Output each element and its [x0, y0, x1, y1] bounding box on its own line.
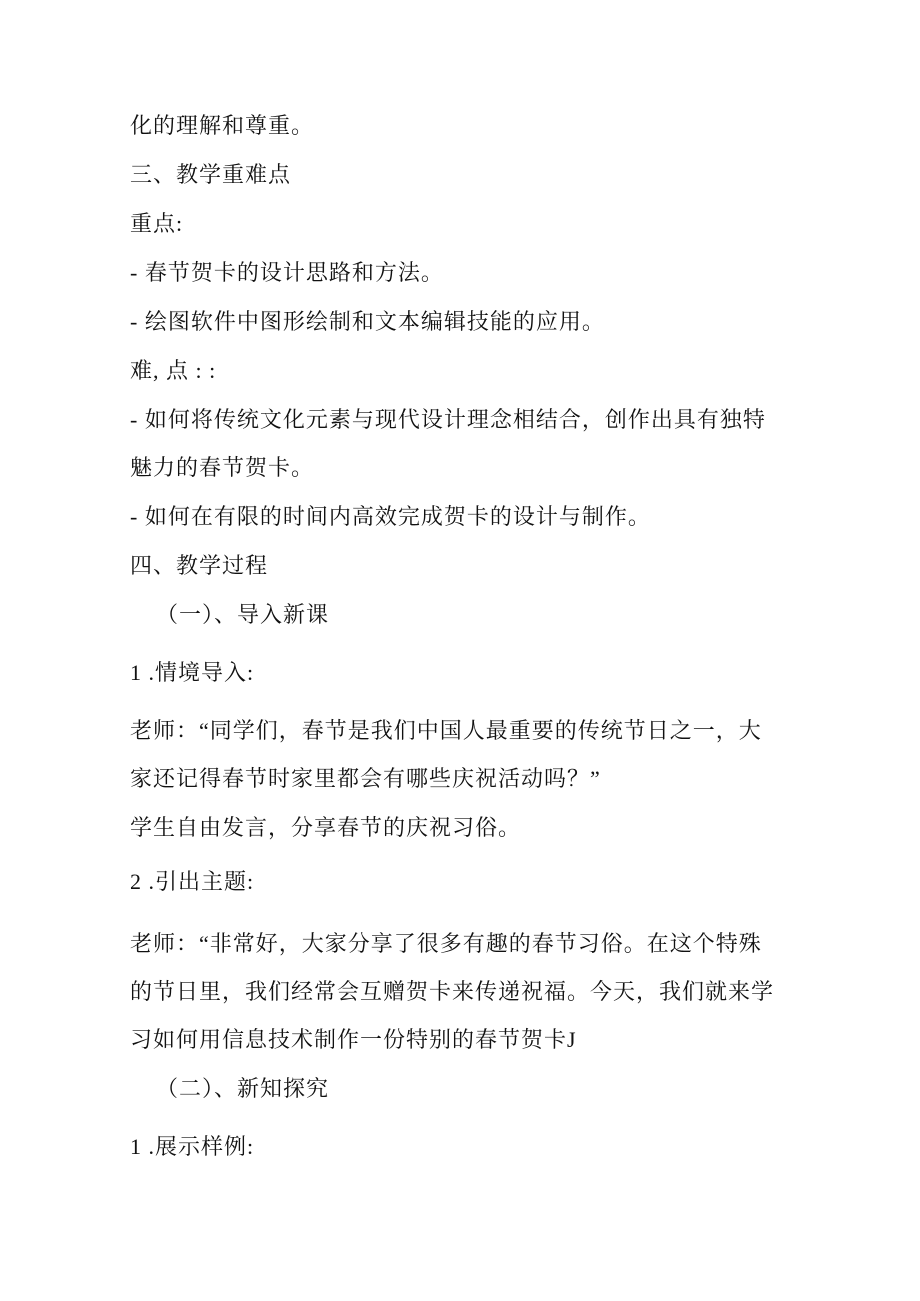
subheading-intro-new-lesson [130, 591, 790, 639]
step-situational-introduction [130, 649, 790, 697]
heading-teaching-process [130, 542, 790, 590]
text-line: 魅力的春节贺卡。 [130, 455, 315, 480]
dialog-teacher-topic [130, 920, 790, 1064]
bullet-difficulty-time-efficiency [130, 493, 790, 541]
step-lead-to-topic [130, 858, 790, 906]
text-line: 1 .展示样例: [130, 1134, 255, 1159]
text-line: 2 .引出主题: [130, 869, 255, 894]
text-line: 学生自由发言，分享春节的庆祝习俗。 [130, 815, 522, 840]
text-line: 老师：“同学们，春节是我们中国人最重要的传统节日之一，大 [130, 718, 762, 743]
text-line: - 如何在有限的时间内高效完成贺卡的设计与制作。 [130, 504, 651, 529]
text-line: 习如何用信息技术制作一份特别的春节贺卡J [130, 1027, 577, 1052]
para-overflow-respect-culture [130, 102, 790, 150]
label-key-points [130, 200, 790, 248]
text-line: 重点: [130, 211, 184, 236]
text-line: （一）、导入新课 [156, 602, 330, 627]
text-line: 家还记得春节时家里都会有哪些庆祝活动吗？” [130, 766, 601, 791]
dialog-teacher-question [130, 707, 790, 803]
subheading-new-knowledge-exploration [130, 1065, 790, 1113]
heading-teaching-key-difficult-points [130, 151, 790, 199]
text-line: - 春节贺卡的设计思路和方法。 [130, 260, 444, 285]
bullet-key-point-design-ideas [130, 249, 790, 297]
text-line: - 绘图软件中图形绘制和文本编辑技能的应用。 [130, 309, 605, 334]
document-text-block [130, 102, 790, 1171]
step-show-samples [130, 1123, 790, 1171]
bullet-key-point-drawing-software [130, 298, 790, 346]
text-line: 的节日里，我们经常会互赠贺卡来传递祝福。今天，我们就来学 [130, 979, 775, 1004]
text-line: 老师：“非常好，大家分享了很多有趣的春节习俗。在这个特殊 [130, 931, 762, 956]
text-line: - 如何将传统文化元素与现代设计理念相结合，创作出具有独特 [130, 407, 766, 432]
text-line: （二）、新知探究 [156, 1076, 330, 1101]
text-line: 四、教学过程 [130, 553, 269, 578]
text-line: 三、教学重难点 [130, 162, 292, 187]
label-difficult-points [130, 347, 790, 395]
text-line: 难, 点 : : [130, 358, 217, 383]
bullet-difficulty-combine-tradition-modern [130, 396, 790, 492]
para-students-share [130, 804, 790, 852]
text-line: 化的理解和尊重。 [130, 113, 315, 138]
text-line: 1 .情境导入: [130, 660, 255, 685]
